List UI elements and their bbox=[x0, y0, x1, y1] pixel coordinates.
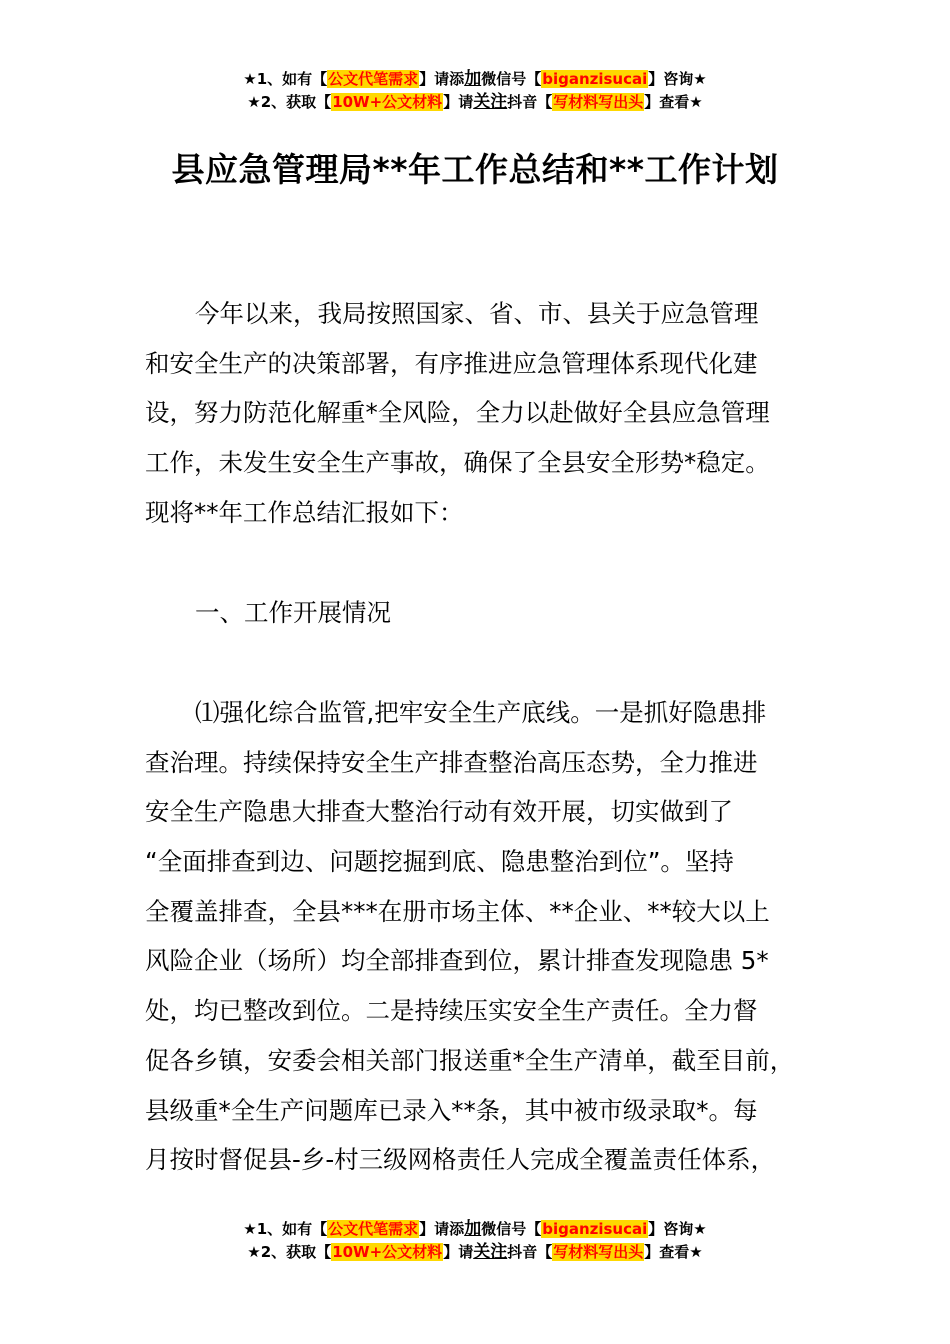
banner-line-2 bbox=[0, 1241, 950, 1264]
banner-text: 】请 bbox=[443, 1243, 474, 1261]
text-line: 风险企业（场所）均全部排查到位，累计排查发现隐患 5* bbox=[145, 946, 769, 976]
section-heading-text: 一、工作开展情况 bbox=[195, 598, 391, 627]
text-line: 设，努力防范化解重*全风险，全力以赴做好全县应急管理 bbox=[145, 398, 770, 428]
banner-underlined-text: 关注 bbox=[473, 92, 508, 112]
banner-highlight-materials: 10W+公文材料 bbox=[332, 93, 443, 111]
banner-line-1 bbox=[0, 68, 950, 91]
banner-highlight-douyin: 写材料写出头 bbox=[553, 93, 644, 111]
section-heading bbox=[145, 588, 810, 638]
banner-text: 抖音【 bbox=[507, 1243, 553, 1261]
footer-banner bbox=[0, 1218, 950, 1264]
banner-underlined-text: 关注 bbox=[473, 1242, 508, 1262]
banner-highlight-wechat-id: biganzisucai bbox=[542, 70, 648, 88]
text-line: 工作，未发生安全生产事故，确保了全县安全形势*稳定。 bbox=[145, 448, 770, 478]
banner-text: 】请添 bbox=[419, 70, 465, 88]
banner-text: 微信号【 bbox=[481, 1220, 542, 1238]
document-title: 县应急管理局**年工作总结和**工作计划 bbox=[171, 150, 779, 189]
banner-text: ★1、如有【 bbox=[243, 1220, 328, 1238]
section-1-paragraph bbox=[145, 688, 810, 1185]
banner-text: ★2、获取【 bbox=[247, 93, 332, 111]
banner-highlight-service: 公文代笔需求 bbox=[328, 1220, 419, 1238]
banner-text: ★2、获取【 bbox=[247, 1243, 332, 1261]
text-line: “全面排查到边、问题挖掘到底、隐患整治到位”。坚持 bbox=[145, 847, 734, 877]
banner-line-2 bbox=[0, 91, 950, 114]
banner-text: 微信号【 bbox=[481, 70, 542, 88]
banner-text: ★1、如有【 bbox=[243, 70, 328, 88]
text-line: 处，均已整改到位。二是持续压实安全生产责任。全力督 bbox=[145, 996, 758, 1026]
text-line: 促各乡镇，安委会相关部门报送重*全生产清单，截至目前， bbox=[145, 1045, 795, 1075]
text-line: 月按时督促县-乡-村三级网格责任人完成全覆盖责任体系， bbox=[145, 1145, 776, 1175]
banner-highlight-wechat-id: biganzisucai bbox=[542, 1220, 648, 1238]
text-line: 和安全生产的决策部署，有序推进应急管理体系现代化建 bbox=[145, 348, 758, 378]
banner-highlight-materials: 10W+公文材料 bbox=[332, 1243, 443, 1261]
text-line: 县级重*全生产问题库已录入**条，其中被市级录取*。每 bbox=[145, 1095, 758, 1125]
text-line: 今年以来，我局按照国家、省、市、县关于应急管理 bbox=[195, 299, 759, 328]
banner-line-1 bbox=[0, 1218, 950, 1241]
banner-text: 】咨询★ bbox=[648, 70, 707, 88]
banner-text: 】请添 bbox=[419, 1220, 465, 1238]
banner-text: 】咨询★ bbox=[648, 1220, 707, 1238]
banner-text: 抖音【 bbox=[507, 93, 553, 111]
banner-underlined-text: 加 bbox=[464, 1219, 482, 1239]
banner-highlight-service: 公文代笔需求 bbox=[328, 70, 419, 88]
text-line: 全覆盖排查，全县***在册市场主体、**企业、**较大以上 bbox=[145, 896, 770, 926]
banner-text: 】查看★ bbox=[644, 1243, 703, 1261]
banner-text: 】查看★ bbox=[644, 93, 703, 111]
header-banner bbox=[0, 68, 950, 114]
banner-underlined-text: 加 bbox=[464, 69, 482, 89]
text-line: 安全生产隐患大排查大整治行动有效开展，切实做到了 bbox=[145, 797, 733, 827]
banner-highlight-douyin: 写材料写出头 bbox=[553, 1243, 644, 1261]
text-line: 现将**年工作总结汇报如下： bbox=[145, 497, 464, 527]
intro-paragraph bbox=[145, 289, 810, 537]
text-line: ⑴强化综合监管,把牢安全生产底线。一是抓好隐患排 bbox=[195, 698, 767, 727]
banner-text: 】请 bbox=[443, 93, 474, 111]
text-line: 查治理。持续保持安全生产排查整治高压态势，全力推进 bbox=[145, 747, 758, 777]
